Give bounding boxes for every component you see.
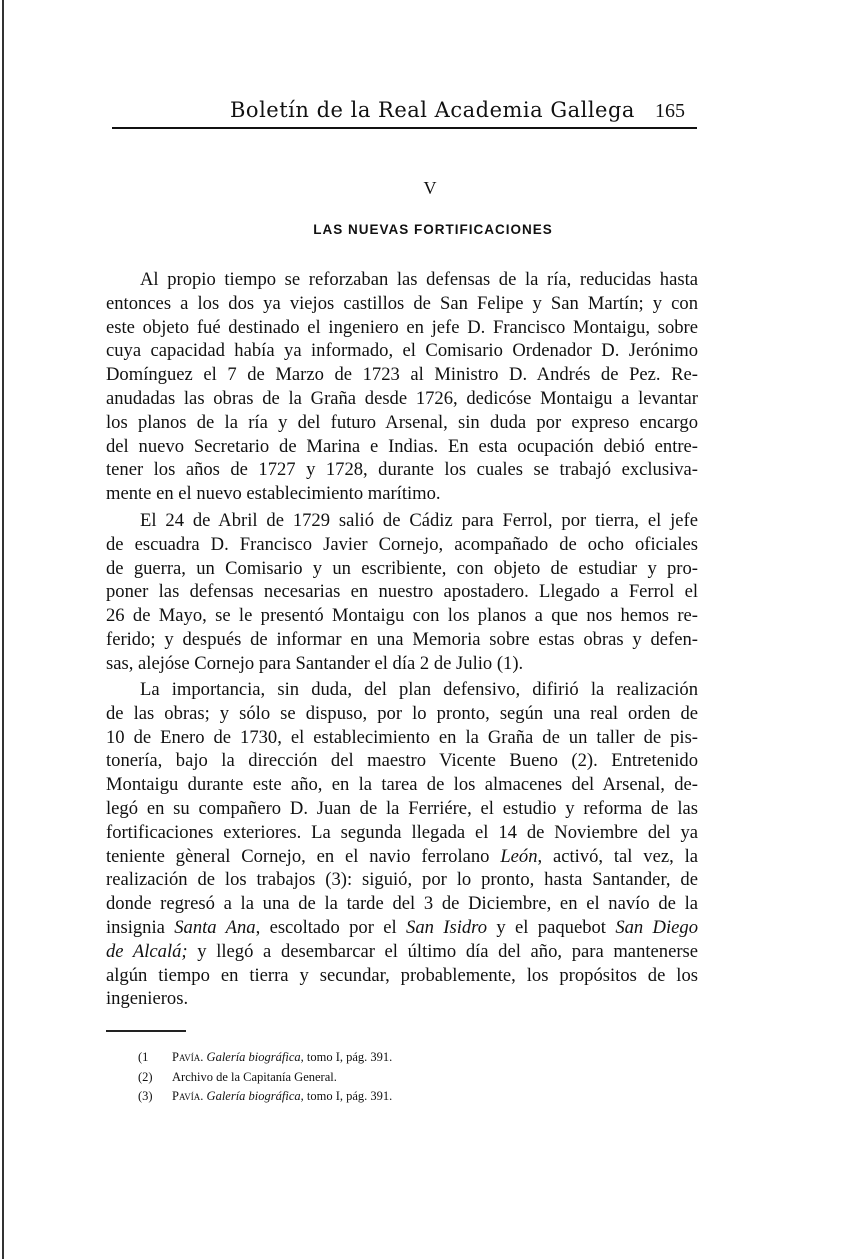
text-line: sas, alejóse Cornejo para Santander el día 2 de Julio (1).: [106, 652, 524, 674]
italic-title: San Diego: [615, 916, 698, 938]
footnote-text: Archivo de la Capitanía General.: [172, 1069, 337, 1084]
footnote: [138, 1048, 392, 1068]
footnote-author: Pavía.: [172, 1050, 204, 1064]
text-line: cuya capacidad había ya informado, el Comisario Ordenador D. Jerónimo: [106, 340, 698, 362]
section-number: V: [423, 178, 437, 198]
text-line: de guerra, un Comisario y un escribiente, con objeto de estudiar y pro-: [106, 557, 698, 579]
footnote-work: Galería biográfica,: [206, 1089, 304, 1103]
footnote-number: (3): [138, 1089, 153, 1103]
paragraph-3: [106, 678, 698, 1011]
page-number: 165: [655, 100, 685, 122]
italic-title: Santa Ana: [174, 916, 256, 938]
footnote-rule: [106, 1030, 186, 1032]
running-head: [112, 96, 697, 126]
text-line: [106, 940, 698, 964]
text-line: anudadas las obras de la Graña desde 1726, dedicóse Montaigu a levantar: [106, 387, 698, 409]
paragraph-1: [106, 268, 698, 506]
text-line: tonería, bajo la dirección del maestro Vicente Bueno (2). Entretenido: [106, 750, 698, 772]
text-line: tener los años de 1727 y 1728, durante los cuales se trabajó exclusiva-: [106, 459, 698, 481]
text-span: , activó, tal vez, la: [537, 845, 698, 867]
text-span: teniente gèneral Cornejo, en el navio ferrolano: [106, 845, 501, 867]
text-line: 26 de Mayo, se le presentó Montaigu con los planos a que nos hemos re-: [106, 605, 698, 627]
text-line: La importancia, sin duda, del plan defensivo, difirió la realización: [140, 679, 698, 700]
footnote-author: Pavía.: [172, 1089, 204, 1103]
header-rule: [112, 127, 697, 129]
text-span: , escoltado por el: [255, 916, 407, 938]
text-line: los planos de la ría y del futuro Arsenal, sin duda por expreso encargo: [106, 411, 698, 433]
footnote: [138, 1087, 392, 1107]
text-line: Al propio tiempo se reforzaban las defensas de la ría, reducidas hasta: [140, 269, 698, 290]
paragraph-2: [106, 509, 698, 676]
text-line: legó en su compañero D. Juan de la Ferriére, el estudio y reforma de las: [106, 797, 698, 819]
text-line: Domínguez el 7 de Marzo de 1723 al Ministro D. Andrés de Pez. Re-: [106, 364, 698, 386]
footnote-number: (1: [138, 1050, 149, 1064]
text-line: algún tiempo en tierra y secundar, probablemente, los propósitos de los: [106, 964, 698, 986]
text-line: ingenieros.: [106, 988, 189, 1010]
text-line: donde regresó a la una de la tarde del 3 de Diciembre, en el navío de la: [106, 893, 698, 915]
text-line: Montaigu durante este año, en la tarea de los almacenes del Arsenal, de-: [106, 774, 698, 796]
text-line: de escuadra D. Francisco Javier Cornejo, acompañado de ocho oficiales: [106, 533, 698, 555]
footnote-work: Galería biográfica,: [206, 1050, 304, 1064]
text-line: del nuevo Secretario de Marina e Indias. En esta ocupación debió entre-: [106, 435, 698, 457]
italic-title: San Isidro: [406, 916, 488, 938]
text-line: este objeto fué destinado el ingeniero en jefe D. Francisco Montaigu, sobre: [106, 316, 698, 338]
text-line: El 24 de Abril de 1729 salió de Cádiz para Ferrol, por tierra, el jefe: [140, 510, 698, 531]
text-span: insignia: [106, 916, 175, 938]
journal-title: Boletín de la Real Academia Gallega: [230, 98, 635, 122]
text-line: 10 de Enero de 1730, el establecimiento en la Graña de un taller de pis-: [106, 726, 698, 748]
text-line: de las obras; y sólo se dispuso, por lo pronto, según una real orden de: [106, 702, 698, 724]
text-span: y el paquebot: [487, 916, 616, 938]
footnote-number: (2): [138, 1069, 153, 1084]
text-line: entonces a los dos ya viejos castillos de San Felipe y San Martín; y con: [106, 292, 698, 314]
footnotes: [138, 1048, 392, 1107]
text-line: realización de los trabajos (3): siguió, por lo pronto, hasta Santander, de: [106, 869, 698, 891]
footnote-text: tomo I, pág. 391.: [303, 1089, 393, 1103]
text-line: ferido; y después de informar en una Memoria sobre estas obras y defen-: [106, 628, 698, 650]
text-line: [106, 845, 698, 869]
italic-title: de Alcalá;: [106, 940, 188, 962]
text-line: [106, 916, 698, 940]
italic-title: León: [500, 845, 538, 867]
section-title: LAS NUEVAS FORTIFICACIONES: [313, 222, 553, 237]
text-line: poner las defensas necesarias en nuestro apostadero. Llegado a Ferrol el: [106, 581, 698, 603]
text-span: y llegó a desembarcar el último día del año, para mantenerse: [187, 940, 699, 962]
footnote: [138, 1068, 392, 1088]
text-line: fortificaciones exteriores. La segunda llegada el 14 de Noviembre del ya: [106, 821, 698, 843]
text-line: mente en el nuevo establecimiento marítimo.: [106, 483, 441, 505]
footnote-text: tomo I, pág. 391.: [303, 1050, 393, 1064]
